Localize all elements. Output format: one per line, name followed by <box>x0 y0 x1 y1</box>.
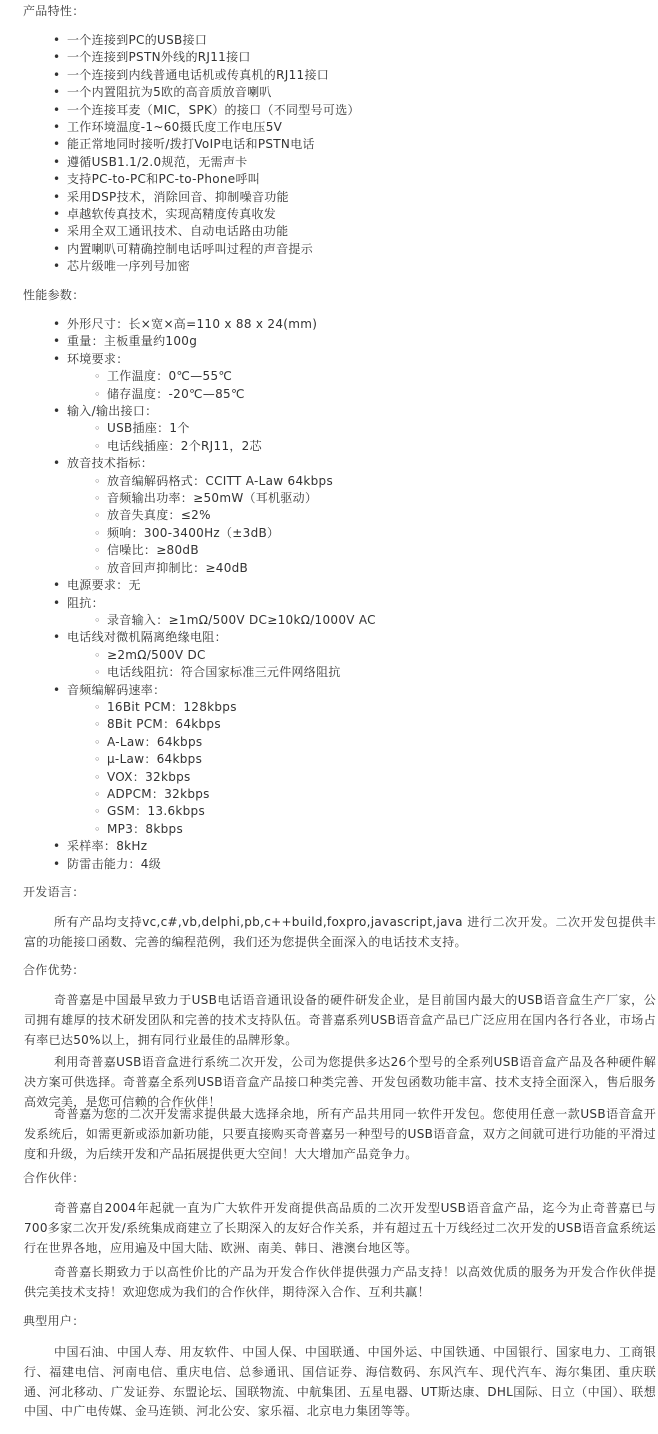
spec-impedance <box>53 595 376 630</box>
feature-item: • 采用全双工通讯技术、自动电话路由功能 <box>53 223 360 240</box>
feature-item: • 遵循USB1.1/2.0规范，无需声卡 <box>53 154 360 171</box>
spec-playback-sublist <box>67 473 376 577</box>
feature-item: • 一个连接耳麦（MIC，SPK）的接口（不同型号可选） <box>53 102 360 119</box>
features-heading: 产品特性： <box>23 4 85 18</box>
spec-subitem: ◦ 电话线阻抗：符合国家标准三元件网络阻抗 <box>93 664 376 681</box>
spec-subitem: ◦ μ-Law：64kbps <box>93 751 376 768</box>
spec-playback-label: 放音技术指标： <box>67 456 154 471</box>
spec-codec-label: 音频编解码速率： <box>67 682 166 697</box>
feature-item: • 工作环境温度-1~60摄氏度工作电压5V <box>53 119 360 136</box>
spec-sample-rate: • 采样率：8kHz <box>53 838 376 855</box>
advantages-paragraph: 奇普嘉为您的二次开发需求提供最大选择余地，所有产品共用同一软件开发包。您使用任意一款USB语音盒开发系统后，如需更新或添加新功能，只要直接购买奇普嘉另一种型号的USB语音盒，双方之间就可进行功能的平滑过度和升级，为后续开发和产品拓展提供更大空间！大大增加产品竞争力。 <box>24 1107 656 1161</box>
advantages-paragraph: 利用奇普嘉USB语音盒进行系统二次开发，公司为您提供多达26个型号的全系列USB语音盒产品及各种硬件解决方案可供选择。奇普嘉全系列USB语音盒产品接口种类完善、开发包函数功能丰富、技术支持全面深入，售后服务高效完美，是您可信赖的合作伙伴！ <box>24 1055 656 1109</box>
advantages-paragraph: 奇普嘉是中国最早致力于USB电话语音通讯设备的硬件研发企业，是目前国内最大的USB语音盒生产厂家，公司拥有雄厚的技术研发团队和完善的技术支持队伍。奇普嘉系列USB语音盒产品已广泛应用在国内各行各业，市场占有率已达50%以上，拥有同行业最佳的品牌形象。 <box>24 993 656 1047</box>
spec-weight: • 重量：主板重量约100g <box>53 333 376 350</box>
specs-heading: 性能参数： <box>23 288 85 302</box>
feature-item: • 能正常地同时接听/拨打VoIP电话和PSTN电话 <box>53 136 360 153</box>
spec-playback <box>53 455 376 577</box>
feature-item: • 支持PC-to-PC和PC-to-Phone呼叫 <box>53 171 360 188</box>
feature-item: • 内置喇叭可精确控制电话呼叫过程的声音提示 <box>53 241 360 258</box>
features-list <box>53 32 360 276</box>
spec-subitem: ◦ 电话线插座：2个RJ11，2芯 <box>93 438 376 455</box>
partners-heading: 合作伙伴： <box>23 1171 85 1185</box>
spec-subitem: ◦ 音频输出功率：≥50mW（耳机驱动） <box>93 490 376 507</box>
spec-subitem: ◦ VOX：32kbps <box>93 769 376 786</box>
spec-io <box>53 403 376 455</box>
customers-heading: 典型用户： <box>23 1314 85 1328</box>
spec-io-sublist <box>67 420 376 455</box>
feature-item: • 一个连接到PC的USB接口 <box>53 32 360 49</box>
spec-subitem: ◦ 录音输入：≥1mΩ/500V DC≥10kΩ/1000V AC <box>93 612 376 629</box>
spec-subitem: ◦ MP3：8kbps <box>93 821 376 838</box>
spec-insulation <box>53 629 376 681</box>
spec-insulation-label: 电话线对微机隔离绝缘电阻： <box>67 630 227 645</box>
feature-item: • 一个连接到内线普通电话机或传真机的RJ11接口 <box>53 67 360 84</box>
spec-subitem: ◦ A-Law：64kbps <box>93 734 376 751</box>
feature-item: • 芯片级唯一序列号加密 <box>53 258 360 275</box>
feature-item: • 卓越软传真技术，实现高精度传真收发 <box>53 206 360 223</box>
spec-subitem: ◦ 储存温度：-20℃—85℃ <box>93 386 376 403</box>
spec-subitem: ◦ 8Bit PCM：64kbps <box>93 716 376 733</box>
feature-item: • 一个连接到PSTN外线的RJ11接口 <box>53 49 360 66</box>
spec-subitem: ◦ 16Bit PCM：128kbps <box>93 699 376 716</box>
spec-power: • 电源要求：无 <box>53 577 376 594</box>
spec-subitem: ◦ ADPCM：32kbps <box>93 786 376 803</box>
spec-subitem: ◦ 放音失真度：≤2% <box>93 507 376 524</box>
spec-codec-sublist <box>67 699 376 838</box>
spec-subitem: ◦ 工作温度：0℃—55℃ <box>93 368 376 385</box>
dev-language-heading: 开发语言： <box>23 885 85 899</box>
spec-environment-sublist <box>67 368 376 403</box>
feature-item: • 一个内置阻抗为5欧的高音质放音喇叭 <box>53 84 360 101</box>
spec-subitem: ◦ 放音回声抑制比：≥40dB <box>93 560 376 577</box>
partners-paragraph: 奇普嘉长期致力于以高性价比的产品为开发合作伙伴提供强力产品支持！以高效优质的服务为开发合作伙伴提供完美技术支持！欢迎您成为我们的合作伙伴，期待深入合作、互利共赢！ <box>24 1265 656 1299</box>
spec-subitem: ◦ 信噪比：≥80dB <box>93 542 376 559</box>
spec-impedance-sublist <box>67 612 376 629</box>
spec-environment-label: 环境要求： <box>67 351 129 366</box>
spec-subitem: ◦ ≥2mΩ/500V DC <box>93 647 376 664</box>
spec-impedance-label: 阻抗： <box>67 595 104 610</box>
spec-subitem: ◦ 频响：300-3400Hz（±3dB） <box>93 525 376 542</box>
spec-dimensions: • 外形尺寸：长×宽×高=110 x 88 x 24(mm) <box>53 316 376 333</box>
spec-environment <box>53 351 376 403</box>
partners-paragraph: 奇普嘉自2004年起就一直为广大软件开发商提供高品质的二次开发型USB语音盒产品，迄今为止奇普嘉已与700多家二次开发/系统集成商建立了长期深入的友好合作关系，并有超过五十万线经过二次开发的USB语音盒系统运行在世界各地，应用遍及中国大陆、欧洲、南美、韩日、港澳台地区等。 <box>24 1201 656 1255</box>
spec-lightning: • 防雷击能力：4级 <box>53 856 376 873</box>
specs-list <box>53 316 376 873</box>
spec-subitem: ◦ USB插座：1个 <box>93 420 376 437</box>
spec-insulation-sublist <box>67 647 376 682</box>
spec-subitem: ◦ 放音编解码格式：CCITT A-Law 64kbps <box>93 473 376 490</box>
customers-text: 中国石油、中国人寿、用友软件、中国人保、中国联通、中国外运、中国铁通、中国银行、国家电力、工商银行、福建电信、河南电信、重庆电信、总参通讯、国信证券、海信数码、东风汽车、现代汽车、海尔集团、重庆联通、河北移动、广发证券、东盟论坛、国联物流、中航集团、五星电器、UT斯达康、DHL国际、日立（中国）、联想中国、中广电传媒、金马连锁、河北公安、家乐福、北京电力集团等等。 <box>24 1345 656 1419</box>
spec-codec <box>53 682 376 839</box>
dev-language-text: 所有产品均支持vc,c#,vb,delphi,pb,c++build,foxpro,javascript,java 进行二次开发。二次开发包提供丰富的功能接口函数、完善的编程范例，我们还为您提供全面深入的电话技术支持。 <box>24 915 656 949</box>
spec-subitem: ◦ GSM：13.6kbps <box>93 803 376 820</box>
feature-item: • 采用DSP技术，消除回音、抑制噪音功能 <box>53 189 360 206</box>
spec-io-label: 输入/输出接口： <box>67 404 158 419</box>
advantages-heading: 合作优势： <box>23 963 85 977</box>
